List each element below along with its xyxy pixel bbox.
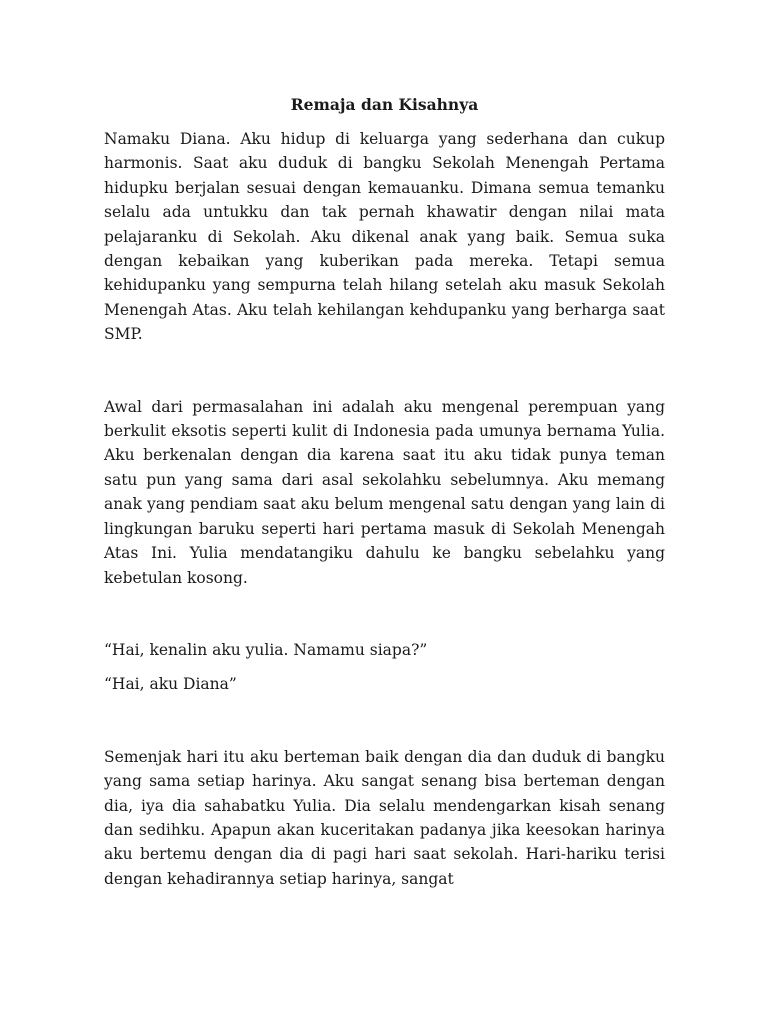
paragraph-2: Awal dari permasalahan ini adalah aku mengenal perempuan yang berkulit eksotis seperti kulit di Indonesia pada umunya bernama Yulia. Aku berkenalan dengan dia karena saat itu aku tidak punya teman satu pun yang sama dari asal sekolahku sebelumnya. Aku memang anak yang pendiam saat aku belum mengenal satu dengan yang lain di lingkungan baruku seperti hari pertama masuk di Sekolah Menengah Atas Ini. Yulia mendatangiku dahulu ke bangku sebelahku yang kebetulan kosong. [104,397,665,587]
document-body [104,93,665,891]
dialogue-line-2: “Hai, aku Diana” [104,675,237,694]
paragraph-3: Semenjak hari itu aku berteman baik dengan dia dan duduk di bangku yang sama setiap harinya. Aku sangat senang bisa berteman dengan dia, iya dia sahabatku Yulia. Dia selalu mendengarkan kisah senang dan sedihku. Apapun akan kuceritakan padanya jika keesokan harinya aku bertemu dengan dia di pagi hari saat sekolah. Hari-hariku terisi dengan kehadirannya setiap harinya, sangat [104,747,665,888]
paragraph-spacer [104,697,665,745]
dialogue-line-1: “Hai, kenalin aku yulia. Namamu siapa?” [104,640,428,659]
dialogue-spacer [104,662,665,672]
paragraph-spacer [104,590,665,638]
paragraph-1: Namaku Diana. Aku hidup di keluarga yang sederhana dan cukup harmonis. Saat aku duduk di bangku Sekolah Menengah Pertama hidupku berjalan sesuai dengan kemauanku. Dimana semua temanku selalu ada untukku dan tak pernah khawatir dengan nilai mata pelajaranku di Sekolah. Aku dikenal anak yang baik. Semua suka dengan kebaikan yang kuberikan pada mereka. Tetapi semua kehidupanku yang sempurna telah hilang setelah aku masuk Sekolah Menengah Atas. Aku telah kehilangan kehdupanku yang berharga saat SMP. [104,130,665,344]
document-title: Remaja dan Kisahnya [290,95,479,114]
paragraph-spacer [104,347,665,395]
